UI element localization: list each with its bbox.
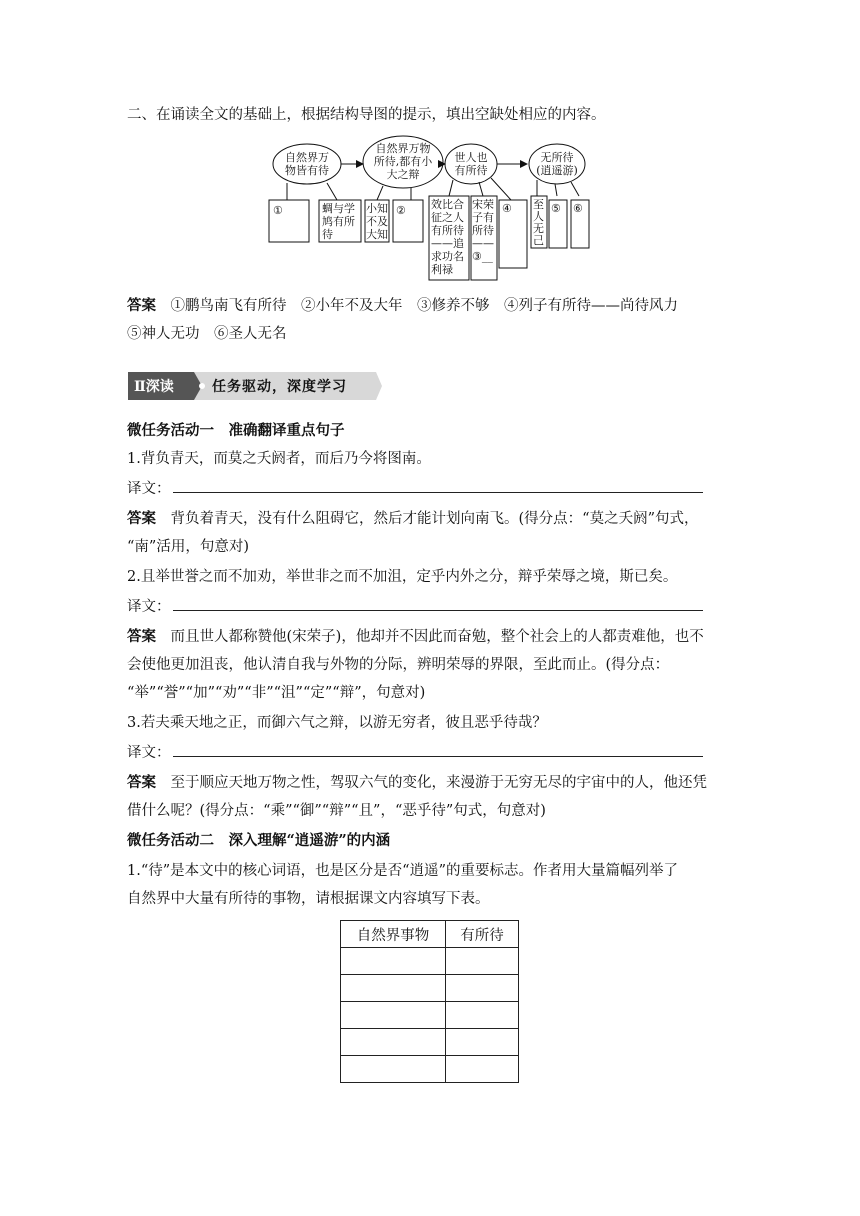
box-xiaozhi-l3: 大知 xyxy=(366,228,388,241)
node-small-big-l2: 所待,都有小 xyxy=(373,155,433,168)
question: 1.“待”是本文中的核心词语，也是区分是否“逍遥”的重要标志。作者用大量篇幅列举了 xyxy=(127,863,678,879)
box-xiaobi-l2: 征之人 xyxy=(431,211,464,224)
table-cell[interactable] xyxy=(446,1056,519,1083)
section-banner xyxy=(128,372,382,400)
box-zhiren-l2: 人 xyxy=(533,210,544,223)
node-free-l2: (逍遥游) xyxy=(536,164,578,177)
table-cell[interactable] xyxy=(341,948,446,975)
box-song-l3: 所待 xyxy=(472,224,494,237)
box-zhiren-l4: 己 xyxy=(533,234,544,247)
node-free-l1: 无所待 xyxy=(540,151,574,164)
table-row xyxy=(341,975,519,1002)
node-nature-l1: 自然界万 xyxy=(285,151,329,164)
table-cell[interactable] xyxy=(446,948,519,975)
answer-text: 而且世人都称赞他(宋荣子)，他却并不因此而奋勉，整个社会上的人都责难他，也不 xyxy=(156,629,704,645)
table-row xyxy=(341,1002,519,1029)
box-xiaobi-l5: 求功名 xyxy=(431,250,464,263)
answer-line: ⑤神人无功 ⑥圣人无名 xyxy=(127,326,287,342)
answer-block xyxy=(127,770,737,796)
table-row xyxy=(341,948,519,975)
box-xiaobi-l1: 效比合 xyxy=(431,198,464,211)
blank-1-label: ① xyxy=(273,204,283,217)
answer-label: 答案 xyxy=(127,628,156,645)
fill-in-table xyxy=(340,920,519,1083)
table-cell[interactable] xyxy=(341,1056,446,1083)
blank-6-label: ⑥ xyxy=(573,202,583,215)
box-zhiren-l3: 无 xyxy=(533,222,544,235)
answer-blank[interactable] xyxy=(173,594,703,611)
table-cell[interactable] xyxy=(341,975,446,1002)
table-row xyxy=(341,1029,519,1056)
answer-text: 至于顺应天地万物之性，驾驭六气的变化，来漫游于无穷无尽的宇宙中的人，他还凭 xyxy=(156,775,707,791)
question: 自然界中大量有所待的事物，请根据课文内容填写下表。 xyxy=(127,891,490,907)
node-people-l2: 有所待 xyxy=(454,164,488,177)
box-song-l4: —— xyxy=(472,237,494,250)
node-small-big-l1: 自然界万物 xyxy=(375,142,431,155)
box-xiaozhi-l2: 不及 xyxy=(366,215,388,228)
table-header-row xyxy=(341,921,519,948)
box-song-l1: 宋荣 xyxy=(472,198,494,211)
table-header-cell: 自然界事物 xyxy=(341,921,446,948)
box-xiaozhi-l1: 小知 xyxy=(366,202,388,215)
answer-text: 背负着青天，没有什么阻碍它，然后才能计划向南飞。(得分点：“莫之夭阏”句式， xyxy=(156,511,699,527)
section-title: 二、在诵读全文的基础上，根据结构导图的提示，填出空缺处相应的内容。 xyxy=(127,107,606,123)
answer-label: 答案 xyxy=(127,297,156,314)
table-cell[interactable] xyxy=(446,1002,519,1029)
answer-text: “南”活用，句意对) xyxy=(127,539,249,555)
translation-line xyxy=(127,740,737,766)
blank-5-label: ⑤ xyxy=(551,202,561,215)
answer-label: 答案 xyxy=(127,774,156,791)
table-header-cell: 有所待 xyxy=(446,921,519,948)
activity-title: 微任务活动二 深入理解“逍遥游”的内涵 xyxy=(127,832,391,849)
answer-text: 会使他更加沮丧，他认清自我与外物的分际，辨明荣辱的界限，至此而止。(得分点： xyxy=(127,657,670,673)
banner-tag: Ⅱ深读 xyxy=(134,379,174,395)
question: 1.背负青天，而莫之夭阏者，而后乃今将图南。 xyxy=(127,451,431,467)
box-xiaobi-l3: 有所待 xyxy=(431,224,464,237)
table-cell[interactable] xyxy=(446,975,519,1002)
answer-line: ①鹏鸟南飞有所待 ②小年不及大年 ③修养不够 ④列子有所待——尚待风力 xyxy=(170,298,678,314)
activity-title: 微任务活动一 准确翻译重点句子 xyxy=(127,422,345,439)
box-xiaobi-l6: 利禄 xyxy=(431,263,453,276)
table-cell[interactable] xyxy=(341,1029,446,1056)
answer-label: 答案 xyxy=(127,510,156,527)
question: 2.且举世誉之而不加劝，举世非之而不加沮，定乎内外之分，辩乎荣辱之境，斯已矣。 xyxy=(127,569,678,585)
answer-blank[interactable] xyxy=(173,476,703,493)
answer-text: “举”“誉”“加”“劝”“非”“沮”“定”“辩”，句意对) xyxy=(127,685,426,701)
translation-label: 译文： xyxy=(127,481,171,497)
table-row xyxy=(341,1056,519,1083)
table-cell[interactable] xyxy=(341,1002,446,1029)
translation-line xyxy=(127,594,737,620)
table-cell[interactable] xyxy=(446,1029,519,1056)
answer-block-1 xyxy=(127,293,737,319)
node-people-l1: 世人也 xyxy=(454,151,488,164)
blank-2-label: ② xyxy=(396,204,406,217)
node-small-big-l3: 大之辩 xyxy=(386,168,420,181)
question: 3.若夫乘天地之正，而御六气之辩，以游无穷者，彼且恶乎待哉？ xyxy=(127,715,547,731)
answer-text: 借什么呢？(得分点：“乘”“御”“辩”“且”，“恶乎待”句式，句意对) xyxy=(127,803,546,819)
translation-label: 译文： xyxy=(127,745,171,761)
box-song-l2: 子有 xyxy=(472,211,494,224)
node-nature-l2: 物皆有待 xyxy=(285,164,329,177)
translation-label: 译文： xyxy=(127,599,171,615)
structure-diagram xyxy=(265,134,605,284)
box-tiao-l3: 待 xyxy=(322,228,333,241)
answer-blank[interactable] xyxy=(173,740,703,757)
box-xiaobi-l4: ——追 xyxy=(431,237,464,250)
box-tiao-l2: 鸠有所 xyxy=(322,215,355,228)
answer-block xyxy=(127,624,737,650)
answer-block xyxy=(127,506,737,532)
banner-title: 任务驱动，深度学习 xyxy=(212,379,347,395)
box-tiao-l1: 蜩与学 xyxy=(322,202,355,215)
box-song-l5: ③__ xyxy=(472,250,493,263)
box-zhiren-l1: 至 xyxy=(533,198,544,211)
translation-line xyxy=(127,476,737,502)
blank-4-label: ④ xyxy=(502,202,512,215)
